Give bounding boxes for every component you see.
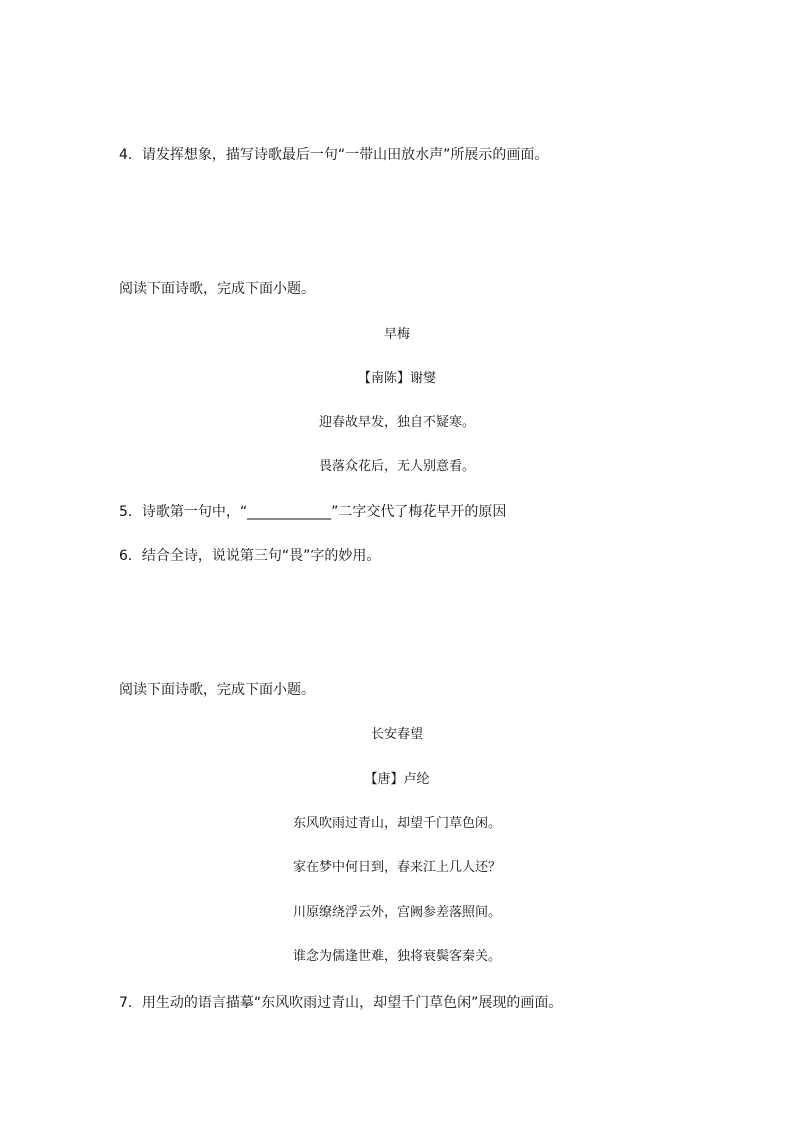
poem-2-title: 长安春望 [370,727,423,742]
question-4: 4．请发挥想象，描写诗歌最后一句“一带山田放水声”所展示的画面。 [119,147,549,163]
section-1-instruction: 阅读下面诗歌，完成下面小题。 [119,281,315,297]
poem-2-line-2: 家在梦中何日到，春来江上几人还？ [292,860,501,875]
question-5: 5．诗歌第一句中，“____________”二字交代了梅花早开的原因 [119,504,507,520]
section-2-instruction: 阅读下面诗歌，完成下面小题。 [119,682,315,698]
poem-2-author: 【唐】卢纶 [364,772,430,787]
poem-2-line-4: 谁念为儒逢世难，独将衰鬓客秦关。 [292,949,501,964]
poem-2-line-1: 东风吹雨过青山，却望千门草色闲。 [292,816,501,831]
question-6: 6．结合全诗，说说第三句“畏”字的妙用。 [119,548,381,564]
poem-1-title: 早梅 [383,327,410,342]
poem-1-line-2: 畏落众花后，无人别意看。 [318,459,475,474]
question-7: 7．用生动的语言描摹“东风吹雨过青山，却望千门草色闲”展现的画面。 [119,995,563,1011]
poem-1-line-1: 迎春故早发，独自不疑寒。 [318,415,475,430]
poem-1-author: 【南陈】谢燮 [357,371,436,386]
poem-2-line-3: 川原缭绕浮云外，宫阙参差落照间。 [292,905,501,920]
